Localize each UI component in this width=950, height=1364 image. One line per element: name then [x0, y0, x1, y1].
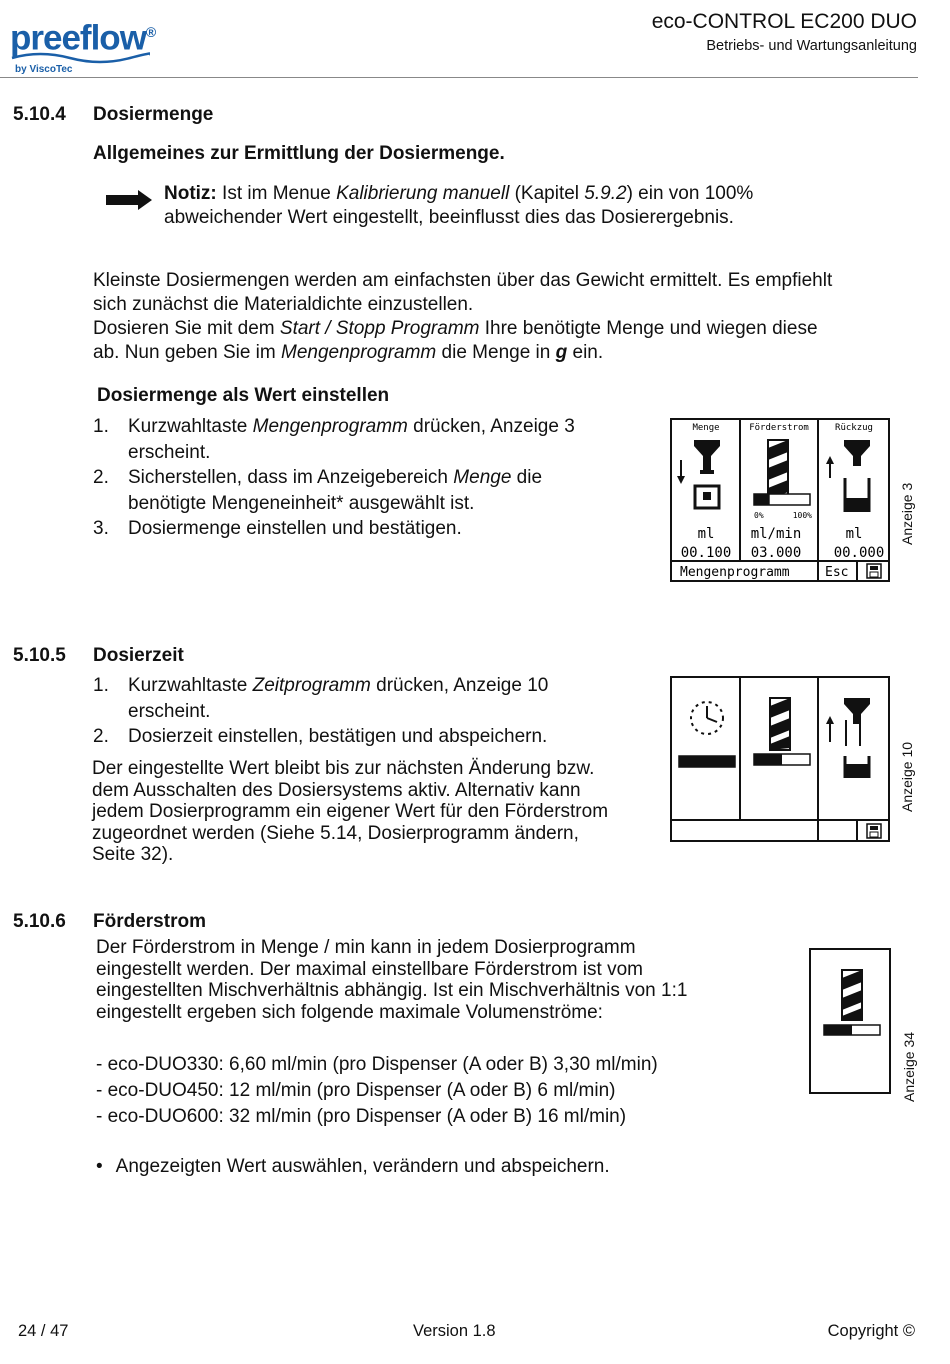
steps-list — [93, 414, 653, 542]
list-item — [93, 724, 653, 750]
bar-min-label: 0% — [754, 511, 764, 520]
paragraph-text: Dosieren Sie mit dem — [93, 318, 280, 339]
document-title: eco-CONTROL EC200 DUO — [651, 10, 917, 33]
program-name: Start / Stopp Programm — [279, 318, 480, 339]
logo-subtitle: by ViscoTec — [15, 64, 73, 75]
display-unit-menge: ml — [697, 526, 715, 542]
program-name: Mengenprogramm — [281, 342, 437, 363]
flow-rate-icon — [770, 698, 790, 750]
note-text: ) ein von 100% — [626, 183, 754, 204]
step-emphasis: Mengenprogramm — [252, 416, 408, 437]
document-subtitle: Betriebs- und Wartungsanleitung — [706, 38, 917, 54]
volume-flow-list — [96, 1052, 658, 1130]
section-number: 5.10.4 — [13, 104, 66, 125]
step-text: Kurzwahltaste — [128, 416, 253, 437]
display-anzeige-34 — [809, 948, 891, 1094]
section-number: 5.10.6 — [13, 911, 66, 932]
copyright-label: Copyright © — [827, 1322, 915, 1340]
note-text: Ist im Menue — [216, 183, 337, 204]
flow-rate-icon — [768, 440, 788, 500]
bullet-text: Angezeigten Wert auswählen, verändern und abspeichern. — [115, 1156, 610, 1177]
step-text: Dosiermenge einstellen und bestätigen. — [128, 518, 462, 539]
section-title: Dosierzeit — [93, 645, 184, 666]
paragraph-line: Der eingestellte Wert bleibt bis zur nächsten Änderung bzw. — [92, 758, 595, 779]
paragraph-foerderstrom — [96, 937, 687, 1023]
paragraph-dosierzeit — [92, 758, 608, 866]
flow-rate-bar-fill — [754, 754, 782, 765]
section-number: 5.10.5 — [13, 645, 66, 666]
note-paragraph — [164, 182, 753, 230]
subsection-heading: Dosiermenge als Wert einstellen — [97, 385, 390, 406]
step-text: drücken, Anzeige 10 — [370, 675, 549, 696]
step-text: benötigte Mengeneinheit* ausgewählt ist. — [128, 492, 475, 514]
step-text: erscheint. — [128, 441, 211, 463]
display-anzeige-10 — [670, 676, 890, 842]
display-value-menge: 00.100 — [680, 545, 732, 561]
display-value-foerderstrom: 03.000 — [750, 545, 802, 561]
display-col-foerderstrom: Förderstrom — [749, 423, 809, 433]
preeflow-logo — [10, 12, 160, 75]
step-text: die — [511, 467, 543, 488]
note-text-line2: abweichender Wert eingestellt, beeinflusst dies das Dosierergebnis. — [164, 207, 734, 228]
display-footer-label: Mengenprogramm — [680, 565, 790, 580]
paragraph-text: ein. — [567, 342, 604, 363]
time-bar-fill — [679, 756, 735, 767]
step-number: 2. — [93, 726, 109, 747]
step-number: 3. — [93, 518, 109, 539]
bullet-glyph: • — [96, 1156, 103, 1177]
logo-registered-mark: ® — [145, 24, 156, 40]
logo-text: preeflow — [10, 18, 146, 58]
version-label: Version 1.8 — [413, 1322, 496, 1340]
page-number: 24 / 47 — [18, 1322, 69, 1340]
note-label: Notiz: — [164, 183, 217, 204]
step-number: 2. — [93, 467, 109, 488]
header-divider — [0, 77, 918, 78]
paragraph-line: Seite 32). — [92, 844, 174, 865]
paragraph-line: eingestellt werden. Der maximal einstellbare Förderstrom ist vom — [96, 958, 643, 980]
note-chapter-ref: 5.9.2 — [584, 183, 627, 204]
note-arrow-icon — [106, 190, 152, 210]
paragraph-line: sich zunächst die Materialdichte einzustellen. — [93, 294, 474, 315]
step-emphasis: Menge — [453, 467, 512, 488]
paragraph-line: eingestellt ergeben sich folgende maximale Volumenströme: — [96, 1001, 603, 1023]
note-text: (Kapitel — [509, 183, 585, 204]
paragraph-text: die Menge in — [436, 342, 556, 363]
paragraph-line: jedem Dosierprogramm ein eigener Wert für den Förderstrom — [92, 801, 609, 822]
display-value-rueckzug: 00.000 — [833, 545, 885, 561]
step-number: 1. — [93, 675, 109, 696]
logo-wave-icon — [10, 52, 150, 64]
paragraph-line: dem Ausschalten des Dosiersystems aktiv. Alternativ kann — [92, 779, 581, 801]
paragraph-line: eingestellten Mischverhältnis abhängig. Ist ein Mischverhältnis von 1:1 — [96, 980, 688, 1001]
paragraph-text: Ihre benötigte Menge und wiegen diese — [479, 318, 818, 339]
flow-rate-bar-fill — [754, 494, 770, 505]
list-item: - eco-DUO330: 6,60 ml/min (pro Dispenser (A oder B) 3,30 ml/min) — [96, 1054, 658, 1075]
section-title: Förderstrom — [93, 911, 206, 932]
paragraph-line: Der Förderstrom in Menge / min kann in jedem Dosierprogramm — [96, 937, 636, 958]
step-emphasis: Zeitprogramm — [252, 675, 371, 696]
section-intro-heading: Allgemeines zur Ermittlung der Dosiermenge. — [93, 143, 505, 164]
display-caption: Anzeige 10 — [899, 741, 915, 812]
list-item: - eco-DUO600: 32 ml/min (pro Dispenser (A oder B) 16 ml/min) — [96, 1106, 627, 1127]
step-number: 1. — [93, 416, 109, 437]
list-item: - eco-DUO450: 12 ml/min (pro Dispenser (A oder B) 6 ml/min) — [96, 1080, 616, 1101]
flow-rate-bar-fill — [824, 1025, 852, 1035]
display-caption: Anzeige 34 — [901, 1031, 917, 1102]
bar-max-label: 100% — [792, 511, 812, 520]
flow-rate-icon — [842, 970, 862, 1020]
display-anzeige-3 — [670, 418, 890, 582]
paragraph-line: Kleinste Dosiermengen werden am einfachsten über das Gewicht ermittelt. Es empfiehlt — [93, 270, 833, 291]
esc-button-label: Esc — [825, 565, 849, 580]
display-unit-rueckzug: ml — [845, 526, 863, 542]
display-col-menge: Menge — [692, 423, 720, 433]
display-caption: Anzeige 3 — [899, 482, 915, 545]
list-item — [93, 673, 653, 724]
paragraph-weight — [93, 269, 832, 365]
list-item — [93, 414, 653, 465]
step-text: Dosierzeit einstellen, bestätigen und abspeichern. — [128, 726, 548, 747]
step-text: drücken, Anzeige 3 — [407, 416, 575, 437]
bullet-item — [96, 1156, 610, 1178]
paragraph-line: zugeordnet werden (Siehe 5.14, Dosierprogramm ändern, — [92, 822, 579, 844]
step-text: Kurzwahltaste — [128, 675, 253, 696]
list-item — [93, 516, 653, 542]
step-text: erscheint. — [128, 700, 211, 722]
list-item — [93, 465, 653, 516]
unit-grams: g — [555, 342, 568, 363]
section-title: Dosiermenge — [93, 104, 214, 125]
steps-list — [93, 673, 653, 750]
paragraph-text: ab. Nun geben Sie im — [93, 342, 282, 363]
display-col-rueckzug: Rückzug — [835, 423, 873, 433]
step-text: Sicherstellen, dass im Anzeigebereich — [128, 467, 454, 488]
display-unit-foerderstrom: ml/min — [750, 526, 802, 542]
note-menu-name: Kalibrierung manuell — [336, 183, 510, 204]
